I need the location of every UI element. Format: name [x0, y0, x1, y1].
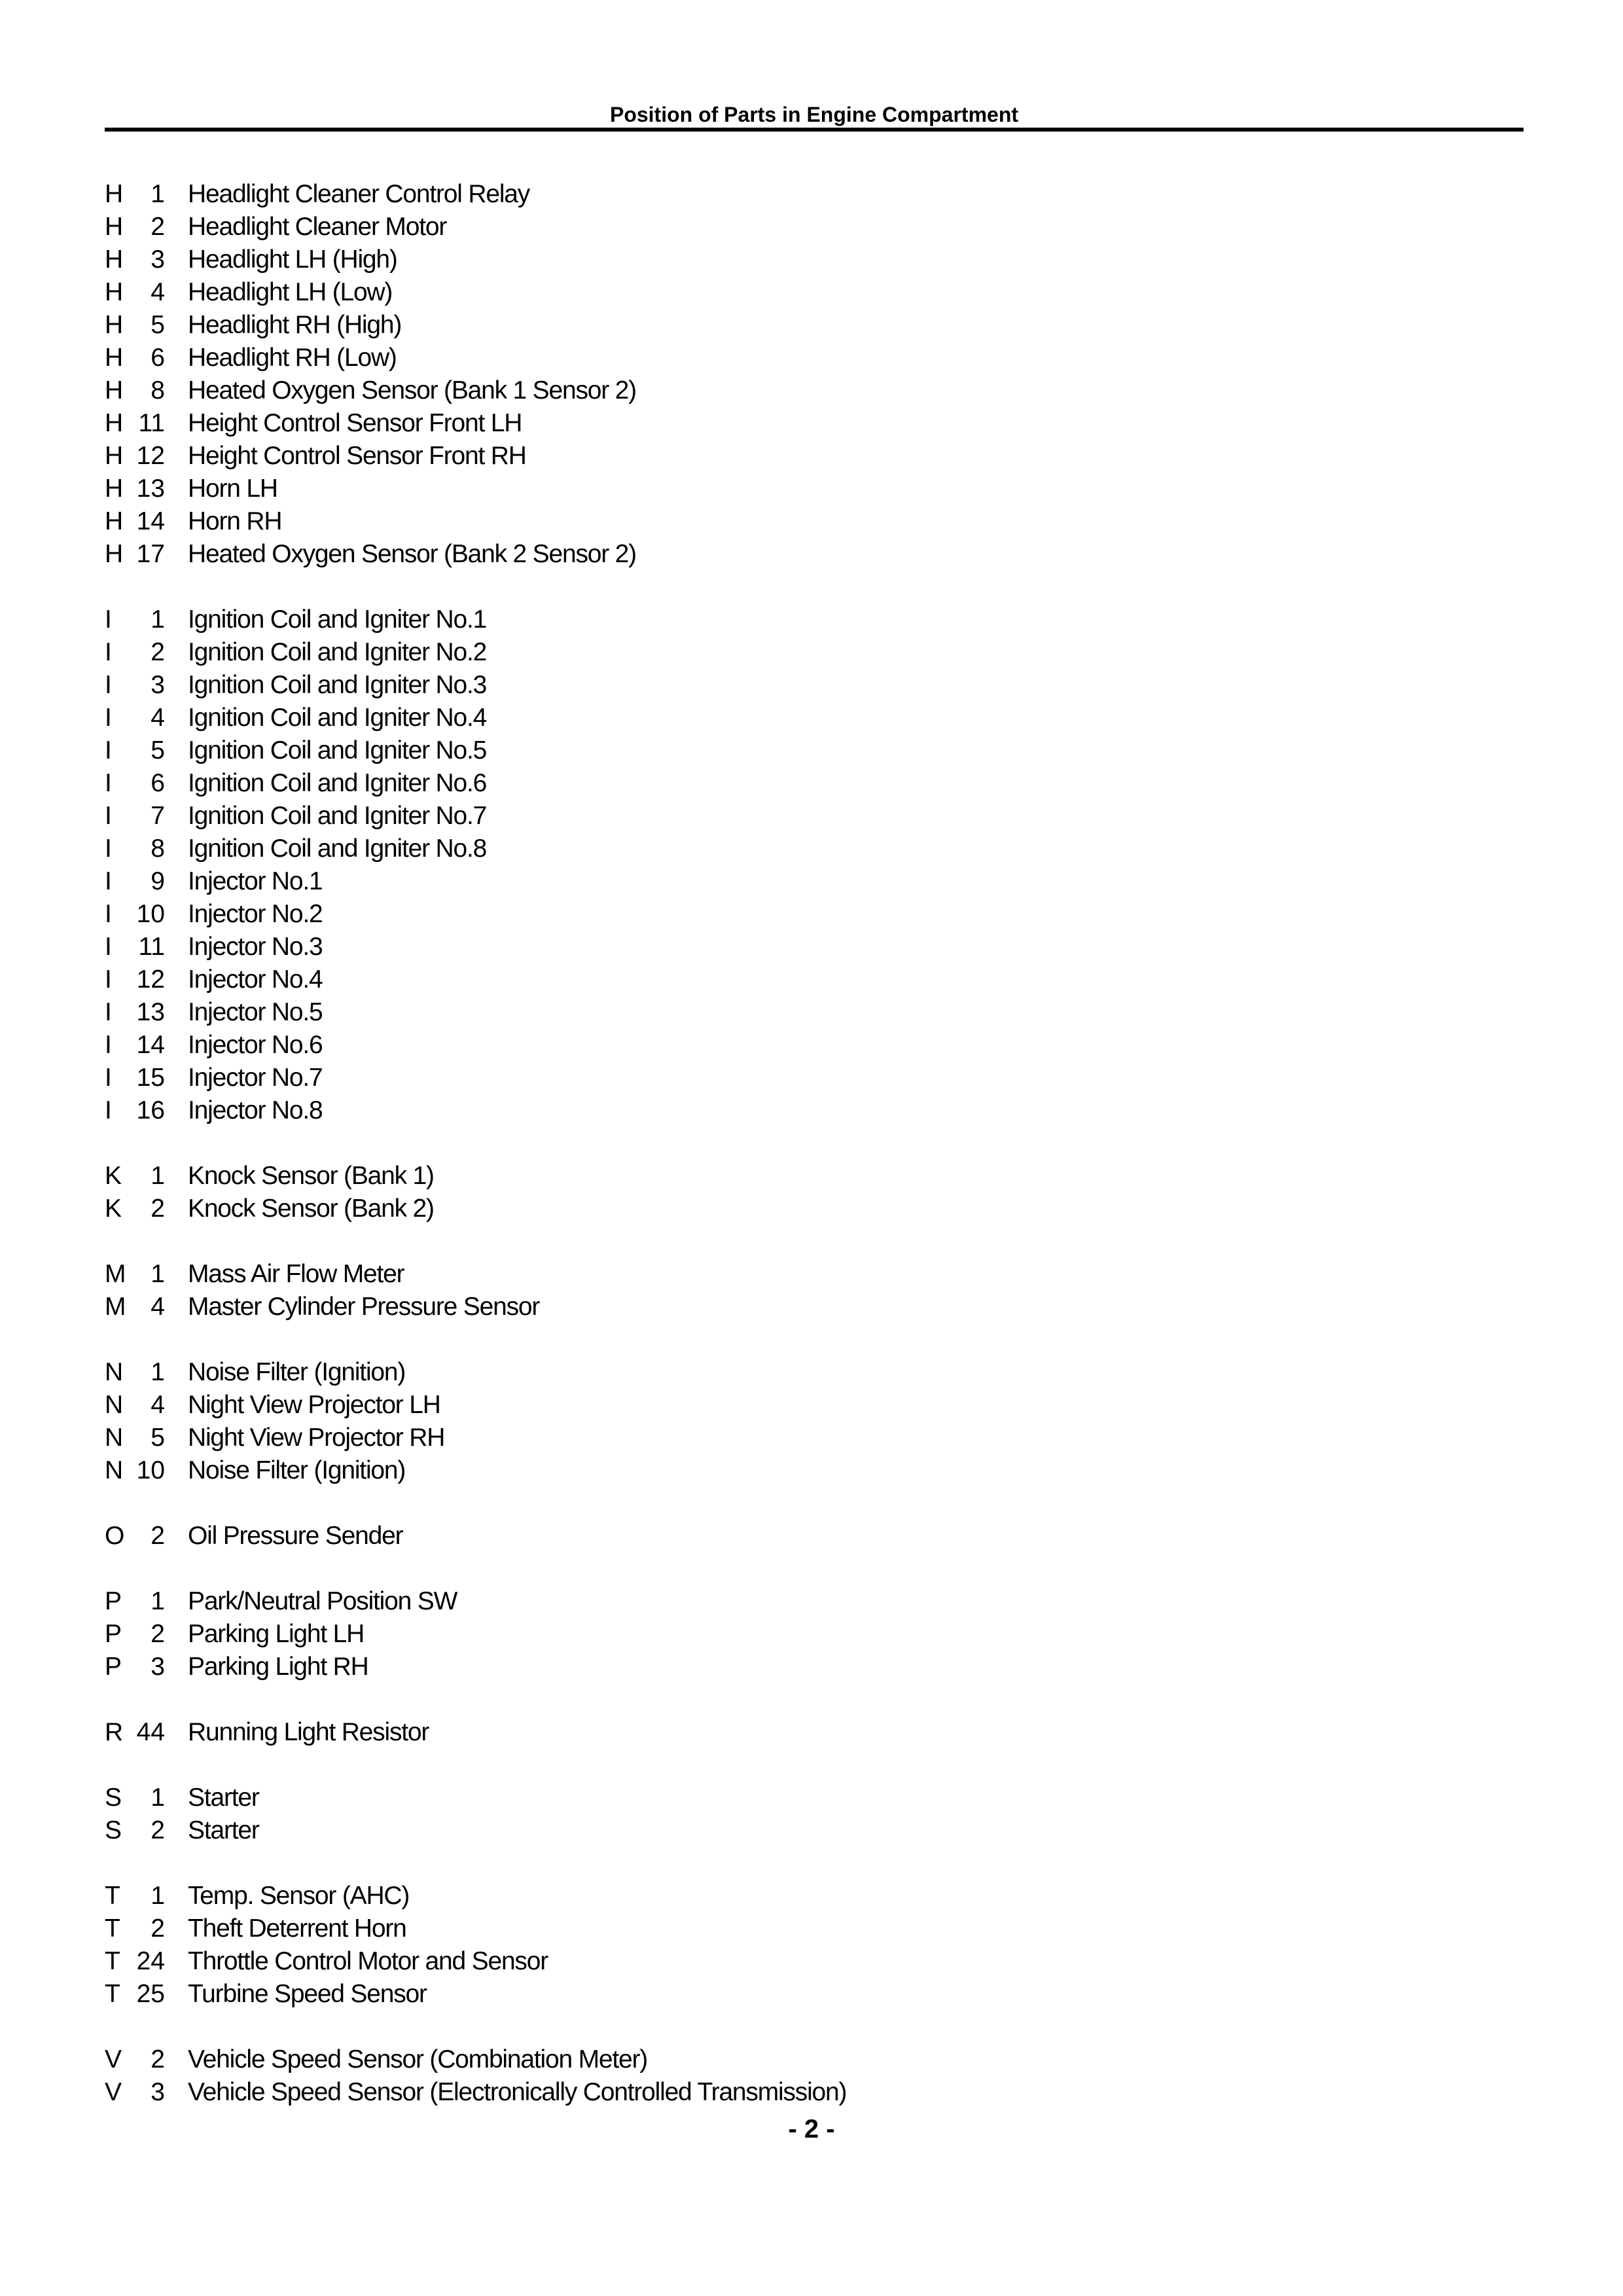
part-letter: V [105, 2078, 122, 2106]
header-divider [105, 128, 1524, 132]
part-name: Running Light Resistor [188, 1718, 429, 1746]
part-number: 24 [136, 1947, 165, 1975]
part-name: Headlight RH (Low) [188, 344, 397, 372]
list-item [105, 833, 1479, 865]
part-group-r [105, 1716, 1479, 1749]
list-item [105, 211, 1479, 243]
list-item [105, 702, 1479, 734]
part-number: 17 [136, 540, 165, 568]
part-name: Parking Light RH [188, 1653, 368, 1681]
list-item [105, 1912, 1479, 1945]
part-name: Injector No.4 [188, 965, 323, 994]
part-number: 1 [151, 1260, 165, 1288]
part-letter: H [105, 344, 124, 372]
list-item [105, 669, 1479, 702]
list-item [105, 1454, 1479, 1487]
part-group-s [105, 1782, 1479, 1847]
part-number: 11 [138, 409, 165, 437]
part-letter: H [105, 376, 124, 404]
part-name: Vehicle Speed Sensor (Electronically Controlled Transmission) [188, 2078, 847, 2106]
part-number: 14 [136, 507, 165, 535]
part-letter: K [105, 1162, 122, 1190]
list-item [105, 1978, 1479, 2011]
list-item [105, 603, 1479, 636]
list-item [105, 178, 1479, 211]
part-letter: S [105, 1784, 122, 1812]
list-item [105, 1814, 1479, 1847]
part-number: 1 [151, 180, 165, 208]
part-name: Horn LH [188, 475, 277, 503]
part-letter: T [105, 1947, 120, 1975]
part-number: 5 [151, 736, 165, 764]
part-letter: H [105, 442, 124, 470]
part-number: 2 [151, 1194, 165, 1223]
list-item [105, 898, 1479, 931]
part-name: Night View Projector RH [188, 1424, 445, 1452]
part-number: 4 [151, 278, 165, 306]
list-item [105, 1651, 1479, 1683]
parts-list [105, 178, 1479, 2142]
part-group-v [105, 2043, 1479, 2109]
part-number: 2 [151, 1522, 165, 1550]
part-name: Ignition Coil and Igniter No.7 [188, 802, 487, 830]
list-item [105, 1782, 1479, 1814]
part-number: 6 [151, 344, 165, 372]
part-number: 2 [151, 1620, 165, 1648]
part-group-m [105, 1258, 1479, 1323]
part-letter: I [105, 671, 112, 699]
part-name: Oil Pressure Sender [188, 1522, 403, 1550]
part-number: 10 [136, 1456, 165, 1484]
part-number: 3 [151, 671, 165, 699]
part-letter: I [105, 867, 112, 895]
part-name: Knock Sensor (Bank 2) [188, 1194, 434, 1223]
list-item [105, 1291, 1479, 1323]
part-name: Knock Sensor (Bank 1) [188, 1162, 434, 1190]
list-item [105, 309, 1479, 342]
part-letter: M [105, 1293, 126, 1321]
part-letter: I [105, 736, 112, 764]
part-number: 1 [151, 1784, 165, 1812]
part-name: Parking Light LH [188, 1620, 365, 1648]
part-name: Injector No.1 [188, 867, 323, 895]
part-letter: I [105, 605, 112, 634]
part-letter: V [105, 2045, 122, 2073]
part-name: Noise Filter (Ignition) [188, 1456, 406, 1484]
part-name: Temp. Sensor (AHC) [188, 1882, 410, 1910]
part-number: 44 [136, 1718, 165, 1746]
part-name: Throttle Control Motor and Sensor [188, 1947, 548, 1975]
part-number: 4 [151, 704, 165, 732]
part-letter: P [105, 1620, 122, 1648]
part-letter: T [105, 1980, 120, 2008]
part-letter: H [105, 475, 124, 503]
part-letter: H [105, 507, 124, 535]
part-name: Turbine Speed Sensor [188, 1980, 427, 2008]
list-item [105, 276, 1479, 309]
list-item [105, 734, 1479, 767]
part-number: 1 [151, 1587, 165, 1615]
part-number: 25 [136, 1980, 165, 2008]
part-name: Night View Projector LH [188, 1391, 440, 1419]
list-item [105, 505, 1479, 538]
list-item [105, 636, 1479, 669]
part-name: Starter [188, 1816, 259, 1844]
list-item [105, 1356, 1479, 1389]
part-name: Mass Air Flow Meter [188, 1260, 404, 1288]
part-number: 2 [151, 1914, 165, 1943]
part-number: 5 [151, 311, 165, 339]
part-number: 11 [138, 933, 165, 961]
list-item [105, 767, 1479, 800]
part-name: Injector No.5 [188, 998, 323, 1026]
list-item [105, 407, 1479, 440]
part-name: Noise Filter (Ignition) [188, 1358, 406, 1386]
part-name: Ignition Coil and Igniter No.1 [188, 605, 487, 634]
part-number: 2 [151, 638, 165, 666]
page-title: Position of Parts in Engine Compartment [609, 103, 1019, 126]
part-letter: H [105, 245, 124, 274]
part-group-o [105, 1520, 1479, 1552]
part-number: 1 [151, 605, 165, 634]
part-letter: I [105, 1031, 112, 1059]
part-letter: H [105, 278, 124, 306]
part-name: Height Control Sensor Front LH [188, 409, 522, 437]
part-letter: S [105, 1816, 122, 1844]
part-name: Injector No.2 [188, 900, 323, 928]
part-number: 1 [151, 1162, 165, 1190]
part-letter: N [105, 1391, 124, 1419]
part-letter: N [105, 1424, 124, 1452]
part-group-n [105, 1356, 1479, 1487]
part-name: Theft Deterrent Horn [188, 1914, 406, 1943]
part-number: 2 [151, 1816, 165, 1844]
part-letter: I [105, 834, 112, 863]
part-name: Headlight LH (Low) [188, 278, 393, 306]
part-name: Master Cylinder Pressure Sensor [188, 1293, 540, 1321]
part-number: 13 [136, 475, 165, 503]
part-name: Heated Oxygen Sensor (Bank 1 Sensor 2) [188, 376, 636, 404]
part-group-k [105, 1160, 1479, 1225]
part-number: 16 [136, 1096, 165, 1124]
part-letter: I [105, 1096, 112, 1124]
part-number: 8 [151, 376, 165, 404]
list-item [105, 1160, 1479, 1193]
list-item [105, 800, 1479, 833]
part-name: Ignition Coil and Igniter No.8 [188, 834, 487, 863]
part-letter: I [105, 900, 112, 928]
part-number: 15 [136, 1064, 165, 1092]
part-number: 13 [136, 998, 165, 1026]
list-item [105, 473, 1479, 505]
part-number: 7 [151, 802, 165, 830]
part-number: 10 [136, 900, 165, 928]
part-letter: O [105, 1522, 125, 1550]
part-number: 1 [151, 1358, 165, 1386]
list-item [105, 1618, 1479, 1651]
list-item [105, 865, 1479, 898]
part-number: 4 [151, 1293, 165, 1321]
part-name: Vehicle Speed Sensor (Combination Meter) [188, 2045, 648, 2073]
part-group-h [105, 178, 1479, 571]
list-item [105, 1029, 1479, 1062]
list-item [105, 1520, 1479, 1552]
part-group-p [105, 1585, 1479, 1683]
part-letter: H [105, 180, 124, 208]
part-letter: P [105, 1587, 122, 1615]
list-item [105, 2043, 1479, 2076]
part-letter: I [105, 1064, 112, 1092]
part-name: Headlight Cleaner Control Relay [188, 180, 530, 208]
list-item [105, 1258, 1479, 1291]
part-letter: T [105, 1914, 120, 1943]
list-item [105, 931, 1479, 963]
part-letter: I [105, 704, 112, 732]
part-letter: M [105, 1260, 126, 1288]
part-name: Ignition Coil and Igniter No.2 [188, 638, 487, 666]
list-item [105, 2076, 1479, 2109]
part-number: 12 [136, 965, 165, 994]
list-item [105, 1389, 1479, 1422]
part-letter: N [105, 1456, 124, 1484]
part-number: 2 [151, 213, 165, 241]
part-name: Headlight RH (High) [188, 311, 402, 339]
part-letter: I [105, 998, 112, 1026]
part-letter: P [105, 1653, 122, 1681]
part-letter: I [105, 638, 112, 666]
list-item [105, 538, 1479, 571]
part-name: Headlight LH (High) [188, 245, 397, 274]
list-item [105, 963, 1479, 996]
part-letter: I [105, 933, 112, 961]
part-name: Injector No.3 [188, 933, 323, 961]
part-letter: H [105, 213, 124, 241]
list-item [105, 1585, 1479, 1618]
part-letter: I [105, 965, 112, 994]
part-number: 4 [151, 1391, 165, 1419]
part-name: Height Control Sensor Front RH [188, 442, 526, 470]
part-name: Ignition Coil and Igniter No.3 [188, 671, 487, 699]
part-letter: I [105, 802, 112, 830]
part-number: 5 [151, 1424, 165, 1452]
part-letter: I [105, 769, 112, 797]
part-letter: H [105, 409, 124, 437]
part-letter: K [105, 1194, 122, 1223]
part-number: 3 [151, 245, 165, 274]
list-item [105, 243, 1479, 276]
part-name: Park/Neutral Position SW [188, 1587, 457, 1615]
part-letter: H [105, 540, 124, 568]
list-item [105, 1716, 1479, 1749]
part-letter: R [105, 1718, 124, 1746]
part-name: Horn RH [188, 507, 282, 535]
part-name: Headlight Cleaner Motor [188, 213, 447, 241]
list-item [105, 1945, 1479, 1978]
list-item [105, 1422, 1479, 1454]
part-name: Ignition Coil and Igniter No.6 [188, 769, 487, 797]
part-name: Starter [188, 1784, 259, 1812]
part-name: Heated Oxygen Sensor (Bank 2 Sensor 2) [188, 540, 636, 568]
part-number: 8 [151, 834, 165, 863]
list-item [105, 374, 1479, 407]
part-number: 9 [151, 867, 165, 895]
part-number: 3 [151, 2078, 165, 2106]
list-item [105, 1880, 1479, 1912]
part-number: 14 [136, 1031, 165, 1059]
part-group-t [105, 1880, 1479, 2011]
part-number: 3 [151, 1653, 165, 1681]
part-number: 1 [151, 1882, 165, 1910]
list-item [105, 440, 1479, 473]
list-item [105, 1094, 1479, 1127]
list-item [105, 1062, 1479, 1094]
part-name: Injector No.6 [188, 1031, 323, 1059]
part-name: Ignition Coil and Igniter No.5 [188, 736, 487, 764]
part-group-i [105, 603, 1479, 1127]
list-item [105, 342, 1479, 374]
part-letter: H [105, 311, 124, 339]
part-name: Ignition Coil and Igniter No.4 [188, 704, 487, 732]
list-item [105, 996, 1479, 1029]
part-name: Injector No.8 [188, 1096, 323, 1124]
part-letter: T [105, 1882, 120, 1910]
part-number: 12 [136, 442, 165, 470]
part-letter: N [105, 1358, 124, 1386]
page-number: - 2 - [788, 2115, 835, 2144]
part-name: Injector No.7 [188, 1064, 323, 1092]
list-item [105, 1193, 1479, 1225]
part-number: 2 [151, 2045, 165, 2073]
part-number: 6 [151, 769, 165, 797]
